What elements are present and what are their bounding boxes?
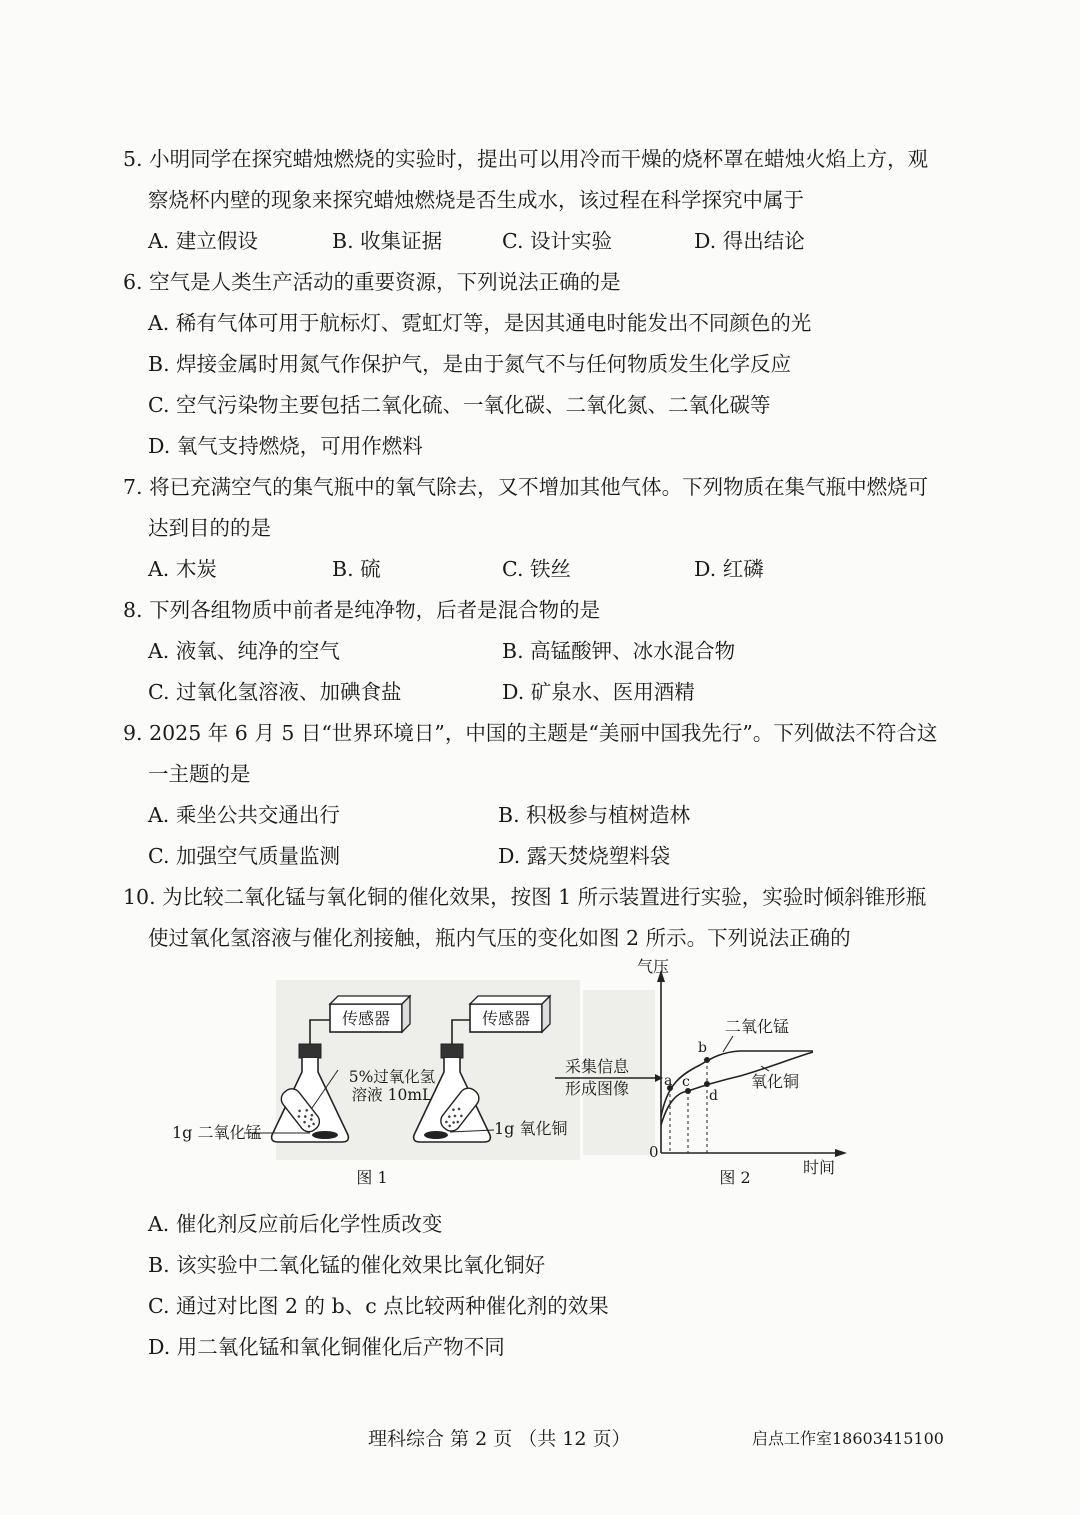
left-stopper xyxy=(299,1044,321,1058)
q5-option-c: C. 设计实验 xyxy=(502,229,612,253)
q7-stem-line2: 达到目的的是 xyxy=(148,516,271,540)
q5-stem-line1: 5. 小明同学在探究蜡烛燃烧的实验时，提出可以用冷而干燥的烧杯罩在蜡烛火焰上方，观 xyxy=(123,147,929,171)
q7-stem-line1: 7. 将已充满空气的集气瓶中的氧气除去，又不增加其他气体。下列物质在集气瓶中燃烧可 xyxy=(123,475,929,499)
left-sensor-label: 传感器 xyxy=(341,1009,391,1028)
figure-1-apparatus xyxy=(160,980,580,1195)
right-catalyst-label: 1g 氧化铜 xyxy=(494,1119,568,1138)
q8-option-b: B. 高锰酸钾、冰水混合物 xyxy=(502,639,736,663)
q6-option-d: D. 氧气支持燃烧，可用作燃料 xyxy=(148,434,423,458)
arrow-label-line1: 采集信息 xyxy=(565,1057,630,1076)
right-sensor-box xyxy=(470,996,550,1032)
right-sensor-label: 传感器 xyxy=(481,1009,531,1028)
point-d-label: d xyxy=(709,1088,718,1104)
right-catalyst-powder xyxy=(424,1131,448,1139)
q10-stem-line1: 10. 为比较二氧化锰与氧化铜的催化效果，按图 1 所示装置进行实验，实验时倾斜锥形瓶 xyxy=(123,885,927,909)
arrow-label-line2: 形成图像 xyxy=(565,1079,630,1098)
left-catalyst-powder xyxy=(312,1131,338,1139)
point-c-label: c xyxy=(682,1074,690,1090)
solution-label-line2: 溶液 10mL xyxy=(351,1086,433,1104)
left-catalyst-label: 1g 二氧化锰 xyxy=(172,1123,262,1142)
q9-stem-line2: 一主题的是 xyxy=(148,762,251,786)
q7-option-c: C. 铁丝 xyxy=(502,557,571,581)
left-sensor-box xyxy=(330,996,410,1032)
right-stopper xyxy=(441,1044,463,1058)
y-axis-label: 气压 xyxy=(637,957,670,976)
q7-option-b: B. 硫 xyxy=(332,557,381,581)
figure-1-caption: 图 1 xyxy=(356,1168,388,1187)
q9-option-d: D. 露天焚烧塑料袋 xyxy=(498,844,671,868)
point-b-label: b xyxy=(698,1040,707,1056)
q9-option-a: A. 乘坐公共交通出行 xyxy=(148,803,340,827)
q8-option-c: C. 过氧化氢溶液、加碘食盐 xyxy=(148,680,402,704)
q7-option-d: D. 红磷 xyxy=(694,557,764,581)
q10-option-c: C. 通过对比图 2 的 b、c 点比较两种催化剂的效果 xyxy=(148,1294,609,1318)
q6-option-a: A. 稀有气体可用于航标灯、霓虹灯等，是因其通电时能发出不同颜色的光 xyxy=(148,311,812,335)
q10-stem-line2: 使过氧化氢溶液与催化剂接触，瓶内气压的变化如图 2 所示。下列说法正确的 xyxy=(148,926,851,950)
studio-watermark: 启点工作室18603415100 xyxy=(752,1429,944,1448)
q6-stem: 6. 空气是人类生产活动的重要资源，下列说法正确的是 xyxy=(123,270,621,294)
q5-option-b: B. 收集证据 xyxy=(332,229,443,253)
q10-option-a: A. 催化剂反应前后化学性质改变 xyxy=(148,1212,443,1236)
q9-option-c: C. 加强空气质量监测 xyxy=(148,844,340,868)
q10-option-b: B. 该实验中二氧化锰的催化效果比氧化铜好 xyxy=(148,1253,546,1277)
q8-option-d: D. 矿泉水、医用酒精 xyxy=(502,680,695,704)
q8-option-a: A. 液氧、纯净的空气 xyxy=(148,639,340,663)
solution-label-line1: 5%过氧化氢 xyxy=(348,1068,436,1086)
q7-option-a: A. 木炭 xyxy=(148,557,217,581)
q9-stem-line1: 9. 2025 年 6 月 5 日“世界环境日”，中国的主题是“美丽中国我先行”。下列做法不符合这 xyxy=(123,721,938,745)
curve-mno2-label: 二氧化锰 xyxy=(725,1017,790,1036)
point-a-label: a xyxy=(664,1073,673,1089)
curve-cuo-label: 氧化铜 xyxy=(751,1072,800,1091)
origin-label: 0 xyxy=(649,1143,659,1161)
q6-option-c: C. 空气污染物主要包括二氧化硫、一氧化碳、二氧化氮、二氧化碳等 xyxy=(148,393,771,417)
q9-option-b: B. 积极参与植树造林 xyxy=(498,803,691,827)
figure-2-graph xyxy=(555,955,855,1195)
page-footer: 理科综合 第 2 页 （共 12 页） xyxy=(368,1428,631,1450)
q5-option-d: D. 得出结论 xyxy=(694,229,805,253)
x-axis-label: 时间 xyxy=(803,1158,836,1177)
figure-2-caption: 图 2 xyxy=(719,1168,751,1187)
q6-option-b: B. 焊接金属时用氮气作保护气，是由于氮气不与任何物质发生化学反应 xyxy=(148,352,792,376)
q5-option-a: A. 建立假设 xyxy=(148,229,258,253)
q8-stem: 8. 下列各组物质中前者是纯净物，后者是混合物的是 xyxy=(123,598,601,622)
q10-option-d: D. 用二氧化锰和氧化铜催化后产物不同 xyxy=(148,1335,505,1359)
q5-stem-line2: 察烧杯内壁的现象来探究蜡烛燃烧是否生成水，该过程在科学探究中属于 xyxy=(148,188,804,212)
